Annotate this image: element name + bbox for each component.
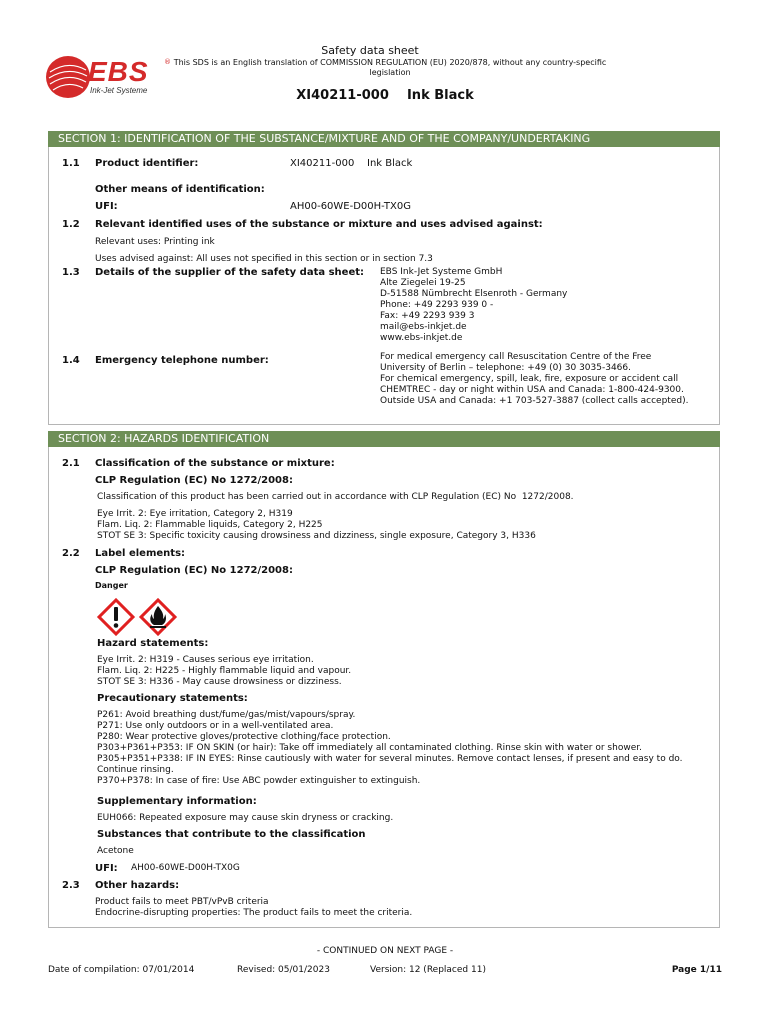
clp-label-2: CLP Regulation (EC) No 1272/2008: bbox=[95, 565, 293, 576]
supplier-line: EBS Ink-Jet Systeme GmbH bbox=[380, 267, 503, 277]
substances-label: Substances that contribute to the classification bbox=[97, 829, 366, 840]
signal-word: Danger bbox=[95, 581, 128, 590]
s11-num: 1.1 bbox=[62, 158, 80, 169]
ufi-value: AH00-60WE-D00H-TX0G bbox=[290, 201, 411, 212]
s14-num: 1.4 bbox=[62, 355, 80, 366]
pictograms bbox=[96, 597, 186, 637]
supplier-line: mail@ebs-inkjet.de bbox=[380, 322, 467, 332]
precautionary-statement: P370+P378: In case of fire: Use ABC powder extinguisher to extinguish. bbox=[97, 776, 421, 786]
s13-num: 1.3 bbox=[62, 267, 80, 278]
other-hazard: Endocrine-disrupting properties: The product fails to meet the criteria. bbox=[95, 908, 413, 918]
precautionary-label: Precautionary statements: bbox=[97, 693, 248, 704]
substance-name: Acetone bbox=[97, 846, 134, 856]
supplier-line: D-51588 Nümbrecht Elsenroth - Germany bbox=[380, 289, 568, 299]
hazard-statement: STOT SE 3: H336 - May cause drowsiness or dizziness. bbox=[97, 677, 342, 687]
supplementary-label: Supplementary information: bbox=[97, 796, 257, 807]
supplementary-text: EUH066: Repeated exposure may cause skin dryness or cracking. bbox=[97, 813, 394, 823]
supplier-line: Fax: +49 2293 939 3 bbox=[380, 311, 475, 321]
doc-type: Safety data sheet bbox=[321, 44, 419, 57]
hazard-statements-label: Hazard statements: bbox=[97, 638, 209, 649]
supplier-line: Alte Ziegelei 19-25 bbox=[380, 278, 466, 288]
classification-item: STOT SE 3: Specific toxicity causing drowsiness and dizziness, single exposure, Category 3, H336 bbox=[97, 531, 536, 541]
clp-label: CLP Regulation (EC) No 1272/2008: bbox=[95, 475, 293, 486]
s23-num: 2.3 bbox=[62, 880, 80, 891]
product-title: XI40211-000 Ink Black bbox=[296, 88, 474, 103]
emergency-line: CHEMTREC - day or night within USA and Canada: 1-800-424-9300. bbox=[380, 385, 684, 395]
s11-value: XI40211-000 Ink Black bbox=[290, 158, 413, 169]
emergency-line: For medical emergency call Resuscitation Centre of the Free bbox=[380, 352, 652, 362]
precautionary-statement: P271: Use only outdoors or in a well-ventilated area. bbox=[97, 721, 334, 731]
precautionary-statement: P280: Wear protective gloves/protective clothing/face protection. bbox=[97, 732, 391, 742]
emergency-line: University of Berlin – telephone: +49 (0) 30 3035-3466. bbox=[380, 363, 631, 373]
classification-item: Eye Irrit. 2: Eye irritation, Category 2, H319 bbox=[97, 509, 293, 519]
hazard-statement: Flam. Liq. 2: H225 - Highly flammable liquid and vapour. bbox=[97, 666, 352, 676]
s11-label: Product identifier: bbox=[95, 158, 199, 169]
s14-label: Emergency telephone number: bbox=[95, 355, 269, 366]
ufi-label: UFI: bbox=[95, 201, 118, 212]
logo-text: EBS bbox=[88, 56, 149, 87]
precautionary-statement: Continue rinsing. bbox=[97, 765, 174, 775]
precautionary-statement: P261: Avoid breathing dust/fume/gas/mist/vapours/spray. bbox=[97, 710, 356, 720]
ufi-value-2: AH00-60WE-D00H-TX0G bbox=[131, 863, 240, 873]
other-hazards bbox=[95, 897, 412, 919]
other-hazard: Product fails to meet PBT/vPvB criteria bbox=[95, 897, 269, 907]
logo-subtitle: Ink-Jet Systeme bbox=[90, 86, 148, 95]
ufi-label-2: UFI: bbox=[95, 863, 118, 874]
s21-label: Classification of the substance or mixture: bbox=[95, 458, 335, 469]
s21-num: 2.1 bbox=[62, 458, 80, 469]
classification-text: Classification of this product has been carried out in accordance with CLP Regulation (EC) No 1272/2008. bbox=[97, 492, 574, 502]
section-2-title: SECTION 2: HAZARDS IDENTIFICATION bbox=[48, 431, 720, 447]
supplier-line: www.ebs-inkjet.de bbox=[380, 333, 463, 343]
revised-date: Revised: 05/01/2023 bbox=[237, 965, 330, 975]
supplier-details bbox=[380, 267, 567, 344]
emergency-line: For chemical emergency, spill, leak, fire, exposure or accident call bbox=[380, 374, 679, 384]
hazard-statement: Eye Irrit. 2: H319 - Causes serious eye irritation. bbox=[97, 655, 314, 665]
compilation-date: Date of compilation: 07/01/2014 bbox=[48, 965, 195, 975]
s22-label: Label elements: bbox=[95, 548, 186, 559]
logo-registered: ® bbox=[164, 58, 171, 66]
translation-note-2: legislation bbox=[369, 68, 411, 77]
continued-note: - CONTINUED ON NEXT PAGE - bbox=[316, 946, 454, 956]
page-number: Page 1/11 bbox=[671, 965, 722, 975]
supplier-line: Phone: +49 2293 939 0 - bbox=[380, 300, 494, 310]
s12-label: Relevant identified uses of the substance or mixture and uses advised against: bbox=[95, 219, 543, 230]
exclamation-mark-icon bbox=[96, 597, 136, 637]
translation-note-1: This SDS is an English translation of COMMISSION REGULATION (EU) 2020/878, without any country-specific bbox=[173, 58, 607, 67]
classification-item: Flam. Liq. 2: Flammable liquids, Category 2, H225 bbox=[97, 520, 323, 530]
precautionary-statements bbox=[97, 710, 683, 787]
flame-icon bbox=[138, 597, 178, 637]
emergency-line: Outside USA and Canada: +1 703-527-3887 (collect calls accepted). bbox=[380, 396, 689, 406]
other-means-label: Other means of identification: bbox=[95, 184, 265, 195]
relevant-uses: Relevant uses: Printing ink bbox=[95, 237, 215, 247]
precautionary-statement: P303+P361+P353: IF ON SKIN (or hair): Take off immediately all contaminated clothing. Rinse skin with water or shower. bbox=[97, 743, 642, 753]
section-1-title: SECTION 1: IDENTIFICATION OF THE SUBSTANCE/MIXTURE AND OF THE COMPANY/UNDERTAKING bbox=[48, 131, 720, 147]
hazard-statements bbox=[97, 655, 351, 688]
version: Version: 12 (Replaced 11) bbox=[370, 965, 486, 975]
s23-label: Other hazards: bbox=[95, 880, 180, 891]
s13-label: Details of the supplier of the safety data sheet: bbox=[95, 267, 365, 278]
s12-num: 1.2 bbox=[62, 219, 80, 230]
advised-against: Uses advised against: All uses not specified in this section or in section 7.3 bbox=[95, 254, 433, 264]
precautionary-statement: P305+P351+P338: IF IN EYES: Rinse cautiously with water for several minutes. Remove contact lenses, if present and easy to do. bbox=[97, 754, 683, 764]
classification-list bbox=[97, 509, 536, 542]
emergency-details bbox=[380, 352, 688, 407]
s22-num: 2.2 bbox=[62, 548, 80, 559]
